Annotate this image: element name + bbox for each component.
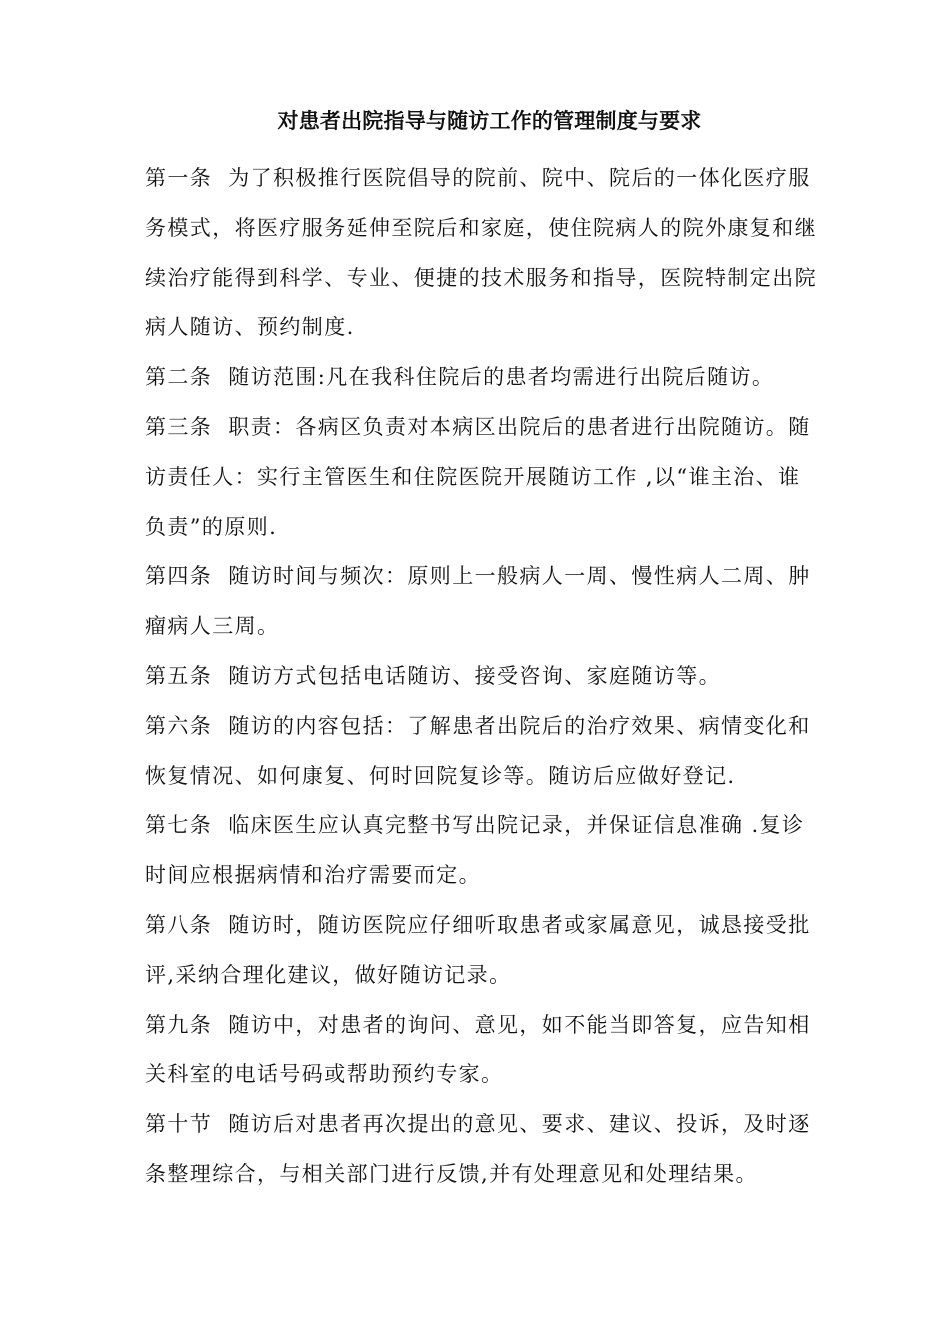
page-title: 对患者出院指导与随访工作的管理制度与要求 bbox=[277, 108, 702, 133]
article-list bbox=[145, 154, 822, 1200]
article-10 bbox=[145, 1100, 822, 1200]
article-label: 第二条 bbox=[145, 365, 213, 390]
article-6 bbox=[145, 702, 822, 802]
article-label: 第八条 bbox=[145, 912, 213, 937]
article-text: 随访时间与频次：原则上一般病人一周、慢性病人二周、肿瘤病人三周。 bbox=[145, 564, 811, 639]
article-text: 随访时，随访医院应仔细听取患者或家属意见，诚恳接受批评,采纳合理化建议，做好随访记录。 bbox=[145, 912, 811, 987]
article-label: 第六条 bbox=[145, 713, 213, 738]
article-4 bbox=[145, 552, 822, 652]
article-text: 随访方式包括电话随访、接受咨询、家庭随访等。 bbox=[228, 663, 722, 688]
article-7 bbox=[145, 801, 822, 901]
article-3 bbox=[145, 403, 822, 552]
article-text: 为了积极推行医院倡导的院前、院中、院后的一体化医疗服务模式，将医疗服务延伸至院后和家庭，使住院病人的院外康复和继续治疗能得到科学、专业、便捷的技术服务和指导，医院特制定出院病人随访、预约制度. bbox=[145, 166, 817, 340]
article-2 bbox=[145, 353, 822, 403]
article-label: 第九条 bbox=[145, 1012, 213, 1037]
article-label: 第十节 bbox=[145, 1112, 213, 1137]
article-text: 随访范围:凡在我科住院后的患者均需进行出院后随访。 bbox=[228, 365, 775, 390]
article-9 bbox=[145, 1001, 822, 1101]
article-text: 随访中，对患者的询问、意见，如不能当即答复，应告知相关科室的电话号码或帮助预约专家。 bbox=[145, 1012, 811, 1087]
article-text: 随访的内容包括：了解患者出院后的治疗效果、病情变化和恢复情况、如何康复、何时回院复诊等。随访后应做好登记. bbox=[145, 713, 811, 788]
article-1 bbox=[145, 154, 822, 353]
article-5 bbox=[145, 652, 822, 702]
article-label: 第五条 bbox=[145, 663, 213, 688]
article-label: 第七条 bbox=[145, 813, 213, 838]
article-text: 随访后对患者再次提出的意见、要求、建议、投诉，及时逐条整理综合，与相关部门进行反馈,并有处理意见和处理结果。 bbox=[145, 1112, 811, 1186]
article-8 bbox=[145, 901, 822, 1001]
article-label: 第四条 bbox=[145, 564, 213, 589]
article-label: 第一条 bbox=[145, 166, 213, 190]
article-text: 临床医生应认真完整书写出院记录，并保证信息准确 .复诊时间应根据病情和治疗需要而定。 bbox=[145, 813, 805, 888]
article-label: 第三条 bbox=[145, 414, 213, 439]
article-text: 职责：各病区负责对本病区出院后的患者进行出院随访。随访责任人：实行主管医生和住院医院开展随访工作 ,以“谁主治、谁负责”的原则. bbox=[145, 414, 811, 539]
